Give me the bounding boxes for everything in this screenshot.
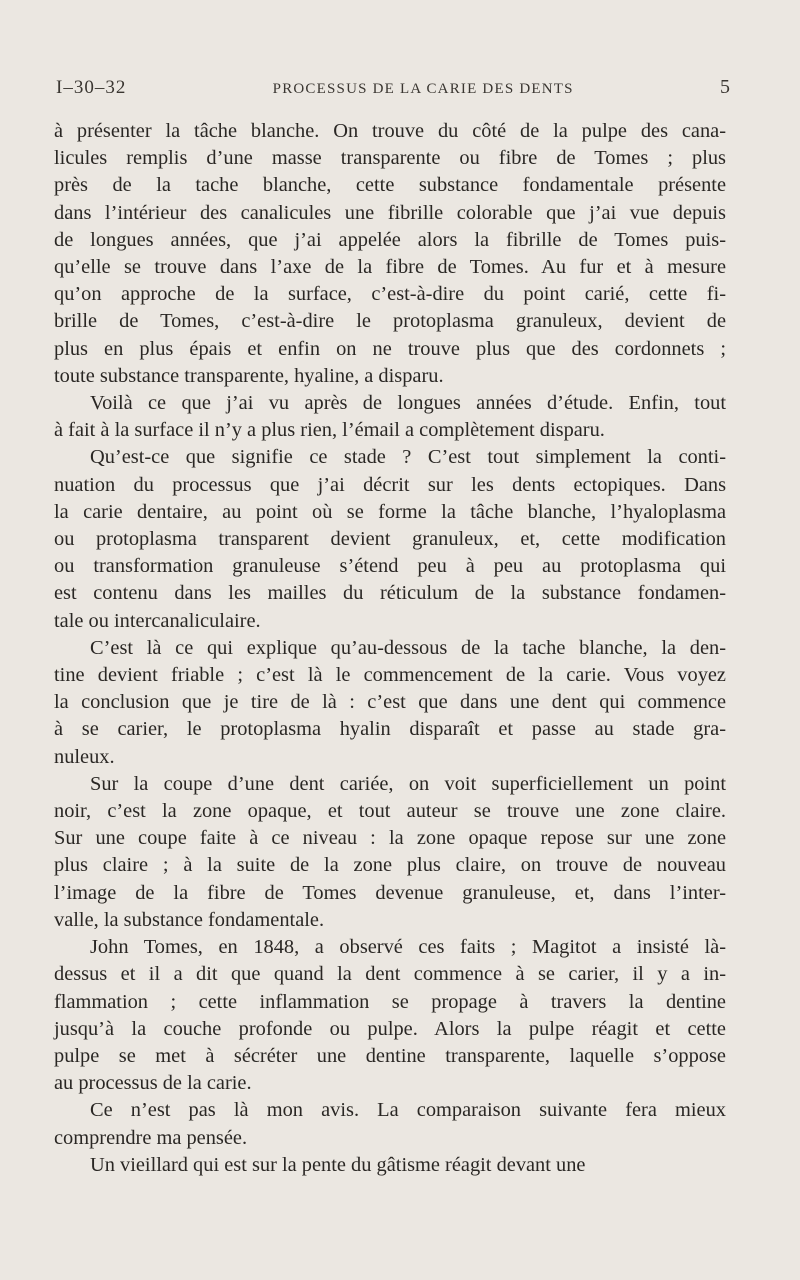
text-line: à fait à la surface il n’y a plus rien, l’émail a complètement disparu. — [54, 419, 605, 442]
text-line: près de la tache blanche, cette substance fondamentale présente — [54, 174, 726, 197]
paragraph — [54, 635, 726, 771]
text-line: comprendre ma pensée. — [54, 1126, 248, 1149]
header-code: I–30–32 — [56, 77, 127, 98]
text-line: Qu’est-ce que signifie ce stade ? C’est tout simplement la conti- — [90, 446, 726, 469]
header-title: PROCESSUS DE LA CARIE DES DENTS — [272, 81, 574, 97]
text-line: la conclusion que je tire de là : c’est que dans une dent qui commence — [54, 691, 726, 714]
text-line: Voilà ce que j’ai vu après de longues années d’étude. Enfin, tout — [90, 392, 726, 415]
text-line: licules remplis d’une masse transparente ou fibre de Tomes ; plus — [54, 147, 726, 170]
text-line: toute substance transparente, hyaline, a disparu. — [54, 364, 444, 387]
text-line: nuation du processus que j’ai décrit sur les dents ectopiques. Dans — [54, 473, 726, 496]
body-text — [54, 118, 726, 1179]
paragraph — [54, 118, 726, 390]
running-header — [56, 76, 730, 99]
paragraph — [54, 444, 726, 634]
text-line: pulpe se met à sécréter une dentine transparente, laquelle s’oppose — [54, 1044, 726, 1067]
text-line: tale ou intercanaliculaire. — [54, 609, 261, 632]
page-number: 5 — [719, 76, 730, 98]
paragraph — [54, 934, 726, 1097]
text-line: de longues années, que j’ai appelée alors la fibrille de Tomes puis- — [54, 228, 726, 251]
text-line: dans l’intérieur des canalicules une fibrille colorable que j’ai vue depuis — [54, 201, 726, 224]
text-line: C’est là ce qui explique qu’au-dessous de la tache blanche, la den- — [90, 636, 726, 659]
text-line: nuleux. — [54, 745, 115, 768]
text-line: qu’on approche de la surface, c’est-à-dire du point carié, cette fi- — [54, 283, 726, 306]
paragraph — [54, 1097, 726, 1151]
text-line: plus en plus épais et enfin on ne trouve plus que des cordonnets ; — [54, 337, 726, 360]
text-line: l’image de la fibre de Tomes devenue granuleuse, et, dans l’inter- — [54, 881, 726, 904]
text-line: Ce n’est pas là mon avis. La comparaison suivante fera mieux — [90, 1099, 726, 1122]
text-line: noir, c’est la zone opaque, et tout auteur se trouve une zone claire. — [54, 800, 726, 823]
text-line: John Tomes, en 1848, a observé ces faits ; Magitot a insisté là- — [90, 936, 726, 959]
text-line: Un vieillard qui est sur la pente du gâtisme réagit devant une — [90, 1153, 586, 1176]
text-line: brille de Tomes, c’est-à-dire le protoplasma granuleux, devient de — [54, 310, 726, 333]
text-line: jusqu’à la couche profonde ou pulpe. Alors la pulpe réagit et cette — [54, 1017, 726, 1040]
paragraph — [54, 1152, 726, 1179]
text-line: au processus de la carie. — [54, 1072, 252, 1095]
paragraph — [54, 390, 726, 444]
text-line: à présenter la tâche blanche. On trouve du côté de la pulpe des cana- — [54, 120, 726, 142]
text-line: à se carier, le protoplasma hyalin disparaît et passe au stade gra- — [54, 718, 726, 741]
text-line: flammation ; cette inflammation se propage à travers la dentine — [54, 990, 726, 1013]
text-line: ou transformation granuleuse s’étend peu à peu au protoplasma qui — [54, 555, 726, 578]
text-line: Sur la coupe d’une dent cariée, on voit superficiellement un point — [90, 772, 726, 795]
text-line: qu’elle se trouve dans l’axe de la fibre de Tomes. Au fur et à mesure — [54, 256, 726, 279]
text-line: valle, la substance fondamentale. — [54, 908, 325, 931]
text-line: est contenu dans les mailles du réticulum de la substance fondamen- — [54, 582, 726, 605]
text-line: plus claire ; à la suite de la zone plus claire, on trouve de nouveau — [54, 854, 726, 877]
text-line: la carie dentaire, au point où se forme la tâche blanche, l’hyaloplasma — [54, 500, 726, 523]
text-line: dessus et il a dit que quand la dent commence à se carier, il y a in- — [54, 963, 726, 986]
text-line: tine devient friable ; c’est là le commencement de la carie. Vous voyez — [54, 664, 726, 687]
paragraph — [54, 771, 726, 934]
text-line: ou protoplasma transparent devient granuleux, et, cette modification — [54, 528, 726, 551]
text-line: Sur une coupe faite à ce niveau : la zone opaque repose sur une zone — [54, 827, 726, 850]
